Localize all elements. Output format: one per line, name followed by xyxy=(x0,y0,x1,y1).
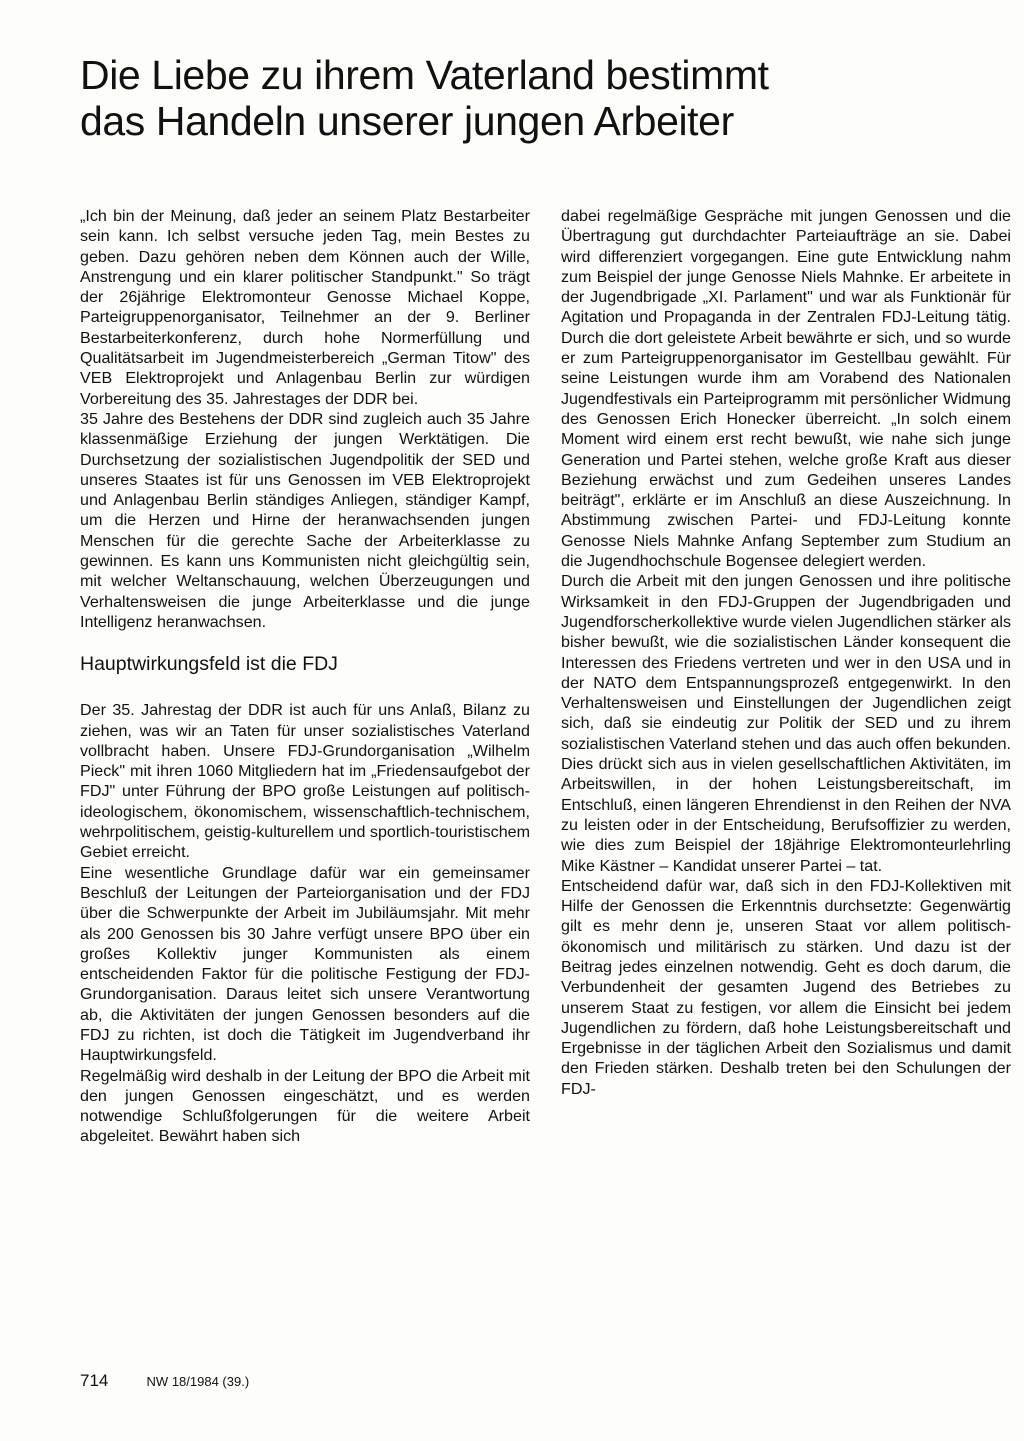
issue-reference: NW 18/1984 (39.) xyxy=(146,1374,250,1389)
page-number: 714 xyxy=(80,1371,109,1390)
left-column xyxy=(80,206,530,1147)
title-line-1: Die Liebe zu ihrem Vaterland bestimmt xyxy=(80,52,769,98)
article-title xyxy=(80,52,980,144)
right-column xyxy=(561,206,1011,1099)
paragraph: Regelmäßig wird deshalb in der Leitung der BPO die Arbeit mit den jungen Genossen eingeschätzt, und es werden notwendige Schlußfolgerungen für die weitere Arbeit abgeleitet. Bewährt haben sich xyxy=(80,1066,530,1146)
paragraph: 35 Jahre des Bestehens der DDR sind zugleich auch 35 Jahre klassenmäßige Erziehung der jungen Werktätigen. Die Durchsetzung der sozialistischen Jugendpolitik der SED und unseres Staates ist für uns Genossen im VEB Elektroprojekt und Anlagenbau Berlin ständiges Anliegen, ständiger Kampf, um die Herzen und Hirne der heranwachsenden jungen Menschen für die gerechte Sache der Arbeiterklasse zu gewinnen. Es kann uns Kommunisten nicht gleichgültig sein, mit welcher Weltanschauung, welchen Überzeugungen und Verhaltensweisen die junge Arbeiterklasse und die junge Intelligenz heranwachsen. xyxy=(80,409,530,631)
page-footer xyxy=(80,1372,249,1391)
paragraph: Der 35. Jahrestag der DDR ist auch für uns Anlaß, Bilanz zu ziehen, was wir an Taten für unser sozialistisches Vaterland vollbracht haben. Unsere FDJ-Grundorganisation „Wilhelm Pieck" mit ihren 1060 Mitgliedern hat im „Friedensaufgebot der FDJ" unter Führung der BPO große Leistungen auf politisch-ideologischem, ökonomischem, wissenschaftlich-technischem, wehrpolitischem, geistig-kulturellem und sportlich-touristischem Gebiet erreicht. xyxy=(80,701,530,862)
paragraph: Durch die Arbeit mit den jungen Genossen und ihre politische Wirksamkeit in den FDJ-Gruppen der Jugendbrigaden und Jugendforscherkollektive wurde vielen Jugendlichen stärker als bisher bewußt, wie die sozialistischen Länder konsequent die Interessen des Friedens vertreten und wer in den USA und in der NATO dem Entspannungsprozeß entgegenwirkt. In den Verhaltensweisen und Einstellungen der Jugendlichen zeigt sich, daß sie eindeutig zur Politik der SED und zu ihrem sozialistischen Vaterland stehen und das auch offen bekunden. Dies drückt sich aus in vielen gesellschaftlichen Aktivitäten, im Arbeitswillen, in der hohen Leistungsbereitschaft, im Entschluß, einen längeren Ehrendienst in den Reihen der NVA zu leisten oder in der Entscheidung, Berufsoffizier zu werden, wie dies zum Beispiel der 18jährige Elektromonteurlehrling Mike Kästner – Kandidat unserer Partei – tat. xyxy=(561,572,1011,875)
paragraph: dabei regelmäßige Gespräche mit jungen Genossen und die Übertragung gut durchdachter Parteiaufträge an sie. Dabei wird differenziert vorgegangen. Eine gute Entwicklung nahm zum Beispiel der junge Genosse Niels Mahnke. Er arbeitete in der Jugendbrigade „XI. Parlament" und war als Funktionär für Agitation und Propaganda in der Zentralen FDJ-Leitung tätig. Durch die dort geleistete Arbeit bewährte er sich, und so wurde er zum Parteigruppenorganisator im Gestellbau gewählt. Für seine Leistungen wurde ihm am Vorabend des Nationalen Jugendfestivals ein Parteiprogramm mit persönlicher Widmung des Genossen Erich Honecker überreicht. „In solch einem Moment wird einem erst recht bewußt, wie nahe sich junge Generation und Partei stehen, welche große Kraft aus dieser Beziehung erwächst und zum Gedeihen unseres Landes beiträgt", erklärte er im Anschluß an diese Auszeichnung. In Abstimmung zwischen Partei- und FDJ-Leitung konnte Genosse Niels Mahnke Anfang September zum Studium an die Jugendhochschule Bogensee delegiert werden. xyxy=(561,207,1011,571)
section-subheading: Hauptwirkungsfeld ist die FDJ xyxy=(80,653,338,676)
paragraph: Entscheidend dafür war, daß sich in den FDJ-Kollektiven mit Hilfe der Genossen die Erkenntnis durchsetzte: Gegenwärtig gilt es mehr denn je, unseren Staat vor allem politisch-ökonomisch und militärisch zu stärken. Und dazu ist der Beitrag jedes einzelnen notwendig. Geht es doch darum, die Verbundenheit der gesamten Jugend des Betriebes zu unserem Staat zu festigen, vor allem die Einsicht bei jedem Jugendlichen zu fördern, daß hohe Leistungsbereitschaft und Ergebnisse in der täglichen Arbeit den Sozialismus und damit den Frieden stärken. Deshalb treten bei den Schulungen der FDJ- xyxy=(561,876,1011,1098)
paragraph: „Ich bin der Meinung, daß jeder an seinem Platz Bestarbeiter sein kann. Ich selbst versuche jeden Tag, mein Bestes zu geben. Dazu gehören neben dem Können auch der Wille, Anstrengung und ein klarer politischer Standpunkt." So trägt der 26jährige Elektromonteur Genosse Michael Koppe, Parteigruppenorganisator, Teilnehmer an der 9. Berliner Bestarbeiterkonferenz, durch hohe Normerfüllung und Qualitätsarbeit im Jugendmeisterbereich „German Titow" des VEB Elektroprojekt und Anlagenbau Berlin zur würdigen Vorbereitung des 35. Jahrestages der DDR bei. xyxy=(80,207,530,408)
title-line-2: das Handeln unserer jungen Arbeiter xyxy=(80,98,734,144)
paragraph: Eine wesentliche Grundlage dafür war ein gemeinsamer Beschluß der Leitungen der Parteiorganisation und der FDJ über die Schwerpunkte der Arbeit im Jubiläumsjahr. Mit mehr als 200 Genossen bis 30 Jahre verfügt unsere BPO über ein großes Kollektiv junger Kommunisten als einem entscheidenden Faktor für die politische Festigung der FDJ-Grundorganisation. Daraus leitet sich unsere Verantwortung ab, die Aktivitäten der jungen Genossen besonders auf die FDJ zu richten, ist doch die Tätigkeit im Jugendverband ihr Hauptwirkungsfeld. xyxy=(80,863,530,1065)
